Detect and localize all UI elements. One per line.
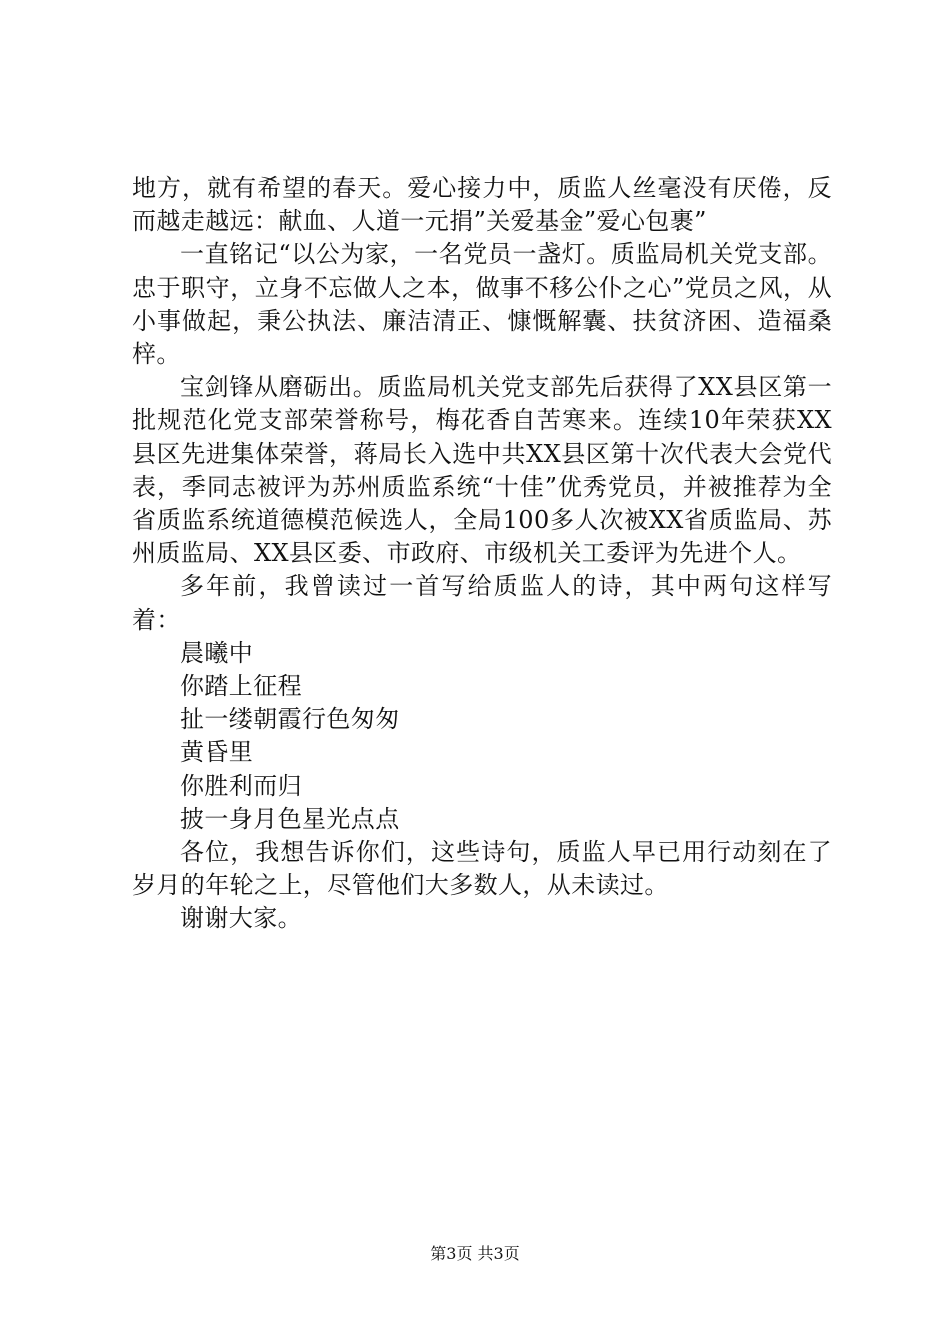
paragraph-2: 一直铭记“以公为家，一名党员一盏灯。质监局机关党支部。忠于职守，立身不忘做人之本，做事不移公仆之心”党员之风，从小事做起，秉公执法、廉洁清正、慷慨解囊、扶贫济困、造福桑梓。 — [132, 240, 832, 369]
paragraph-3: 宝剑锋从磨砺出。质监局机关党支部先后获得了XX县区第一批规范化党支部荣誉称号，梅花香自苦寒来。连续10年荣获XX县区先进集体荣誉，蒋局长入选中共XX县区第十次代表大会党代表，季同志被评为苏州质监系统“十佳”优秀党员，并被推荐为全省质监系统道德模范候选人，全局100多人次被XX省质监局、苏州质监局、XX县区委、市政府、市级机关工委评为先进个人。 — [132, 373, 832, 568]
poem — [132, 637, 832, 836]
poem-line-5: 你胜利而归 — [180, 771, 302, 800]
poem-line-3: 扯一缕朝霞行色匆匆 — [180, 705, 400, 734]
paragraph-1: 地方，就有希望的春天。爱心接力中，质监人丝毫没有厌倦，反而越走越远：献血、人道一元捐”关爱基金”爱心包裹” — [132, 174, 832, 236]
thanks-line: 谢谢大家。 — [180, 904, 302, 933]
poem-line-2: 你踏上征程 — [180, 672, 302, 701]
document-body — [132, 172, 832, 936]
page-number-footer: 第3页 共3页 — [430, 1244, 520, 1263]
paragraph-4: 多年前，我曾读过一首写给质监人的诗，其中两句这样写着： — [132, 572, 832, 634]
poem-line-1: 晨曦中 — [180, 638, 254, 667]
closing-paragraph: 各位，我想告诉你们，这些诗句，质监人早已用行动刻在了岁月的年轮之上，尽管他们大多数人，从未读过。 — [132, 838, 832, 900]
poem-line-4: 黄昏里 — [180, 738, 254, 767]
poem-line-6: 披一身月色星光点点 — [180, 804, 400, 833]
